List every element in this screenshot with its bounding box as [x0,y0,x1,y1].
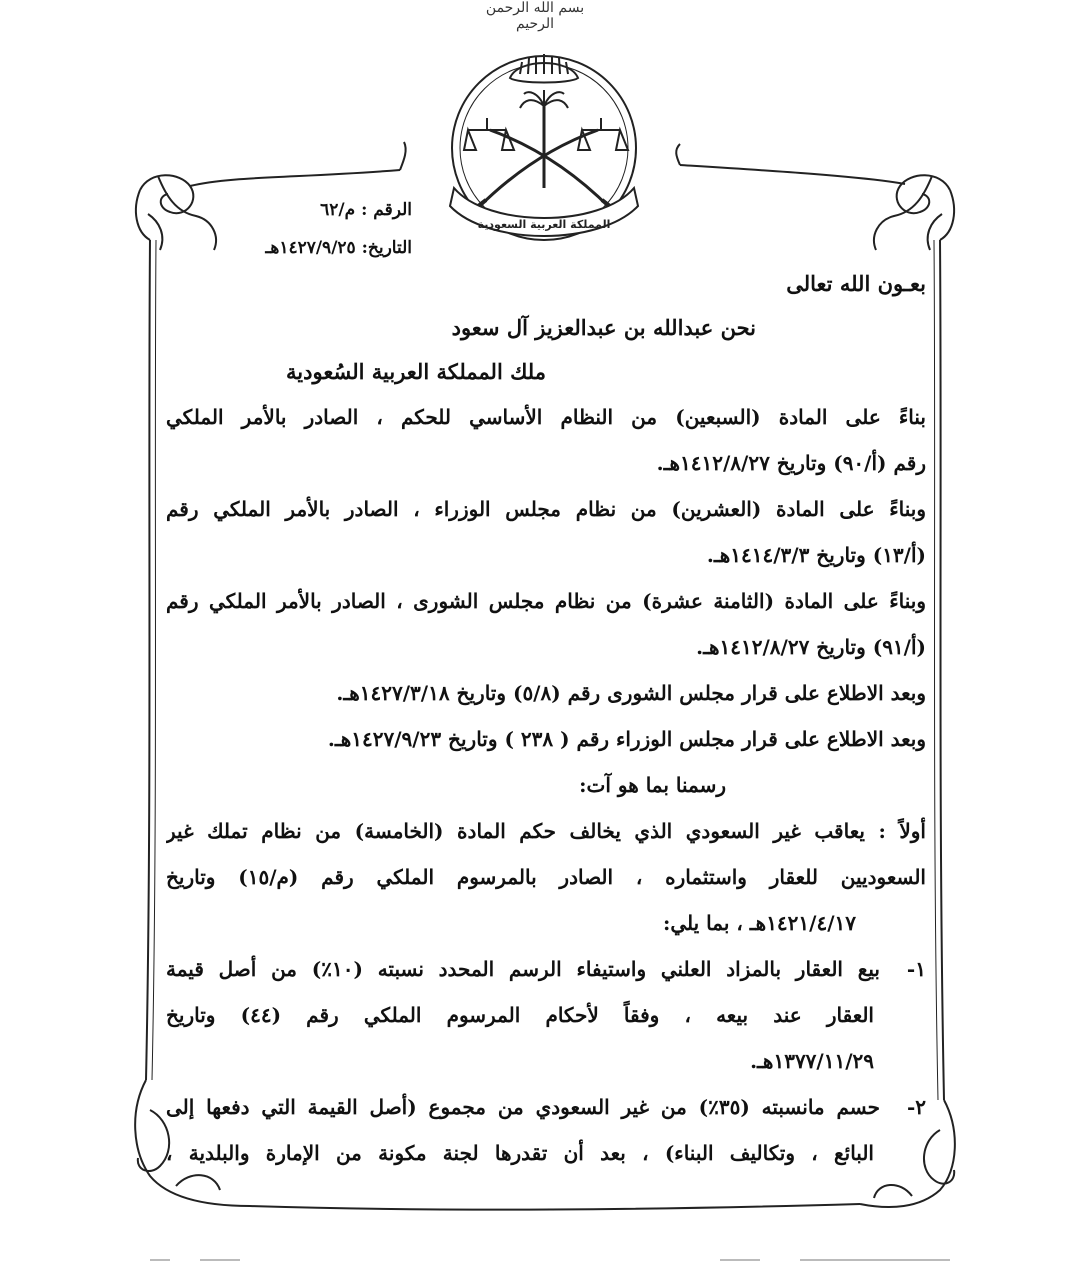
scan-edge-marks [0,1248,1092,1264]
invocation: بعـون الله تعالى [786,271,926,296]
emblem-text: المملكة العربية السعودية [477,218,611,231]
decree-body [166,262,926,1176]
reference-number: الرقم : م/٦٢ [320,200,412,220]
preamble-line: بناءً على المادة (السبعين) من النظام الأساسي للحكم ، الصادر بالأمر الملكي [166,405,926,429]
preamble-line: وبعد الاطلاع على قرار مجلس الشورى رقم (٥/٨) وتاريخ ١٤٢٧/٣/١٨هـ. [336,681,926,705]
item-one-text: بيع العقار بالمزاد العلني واستيفاء الرسم المحدد نسبته (١٠٪) من أصل قيمة [166,957,880,981]
preamble-line: (أ/٩١) وتاريخ ١٤١٢/٨/٢٧هـ. [696,635,926,659]
item-two-line: البائع ، وتكاليف البناء) ، بعد أن تقدرها لجنة مكونة من الإمارة والبلدية ، [166,1141,874,1165]
item-two-line [166,1084,926,1130]
preamble-line: (أ/١٣) وتاريخ ١٤١٤/٣/٣هـ. [706,543,926,567]
item-one-number: ١- [906,957,926,981]
item-two-text: حسم مانسبته (٣٥٪) من غير السعودي من مجموع (أصل القيمة التي دفعها إلى [166,1095,880,1119]
article-one-line: أولاً : يعاقب غير السعودي الذي يخالف حكم المادة (الخامسة) من نظام تملك غير [166,819,926,843]
article-one-line: السعوديين للعقار واستثماره ، الصادر بالمرسوم الملكي رقم (م/١٥) وتاريخ [166,865,926,889]
item-one-line [166,946,926,992]
item-one-line: العقار عند بيعه ، وفقاً لأحكام المرسوم الملكي رقم (٤٤) وتاريخ [166,1003,874,1027]
basmala: بسم الله الرحمن الرحيم [485,0,585,32]
preamble-line: رقم (أ/٩٠) وتاريخ ١٤١٢/٨/٢٧هـ. [656,451,926,475]
preamble-line: وبناءً على المادة (العشرين) من نظام مجلس الوزراء ، الصادر بالأمر الملكي رقم [166,497,926,521]
reference-date: التاريخ: ١٤٢٧/٩/٢٥هـ [265,238,412,258]
item-one-line: ١٣٧٧/١١/٢٩هـ. [750,1049,874,1073]
preamble-line: وبعد الاطلاع على قرار مجلس الوزراء رقم ( ٢٣٨ ) وتاريخ ١٤٢٧/٩/٢٣هـ. [327,727,926,751]
item-two-number: ٢- [906,1095,926,1119]
decree-heading: رسمنا بما هو آت: [579,773,726,797]
king-title: ملك المملكة العربية السُعودية [286,359,546,384]
kingdom-emblem [428,38,660,250]
preamble-line: وبناءً على المادة (الثامنة عشرة) من نظام مجلس الشورى ، الصادر بالأمر الملكي رقم [166,589,926,613]
king-name: نحن عبدالله بن عبدالعزيز آل سعود [451,315,756,340]
article-one-line: ١٤٢١/٤/١٧هـ ، بما يلي: [662,911,856,935]
